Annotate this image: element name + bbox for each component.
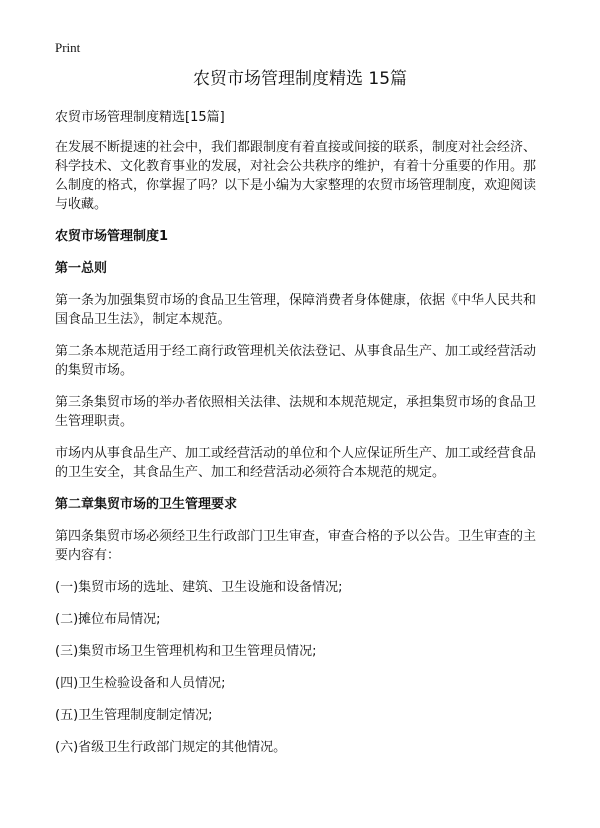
section-heading: 农贸市场管理制度1 [55,229,169,244]
document-subtitle: 农贸市场管理制度精选[15篇] [55,110,225,125]
list-item: (四)卫生检验设备和人员情况; [55,676,226,691]
list-item: (六)省级卫生行政部门规定的其他情况。 [55,740,287,755]
article-paragraph: 第三条集贸市场的举办者依照相关法律、法规和本规范规定，承担集贸市场的食品卫生管理职责。 [55,395,537,429]
print-label: Print [55,40,81,55]
intro-paragraph: 在发展不断提速的社会中，我们都跟制度有着直接或间接的联系，制度对社会经济、科学技术、文化教育事业的发展，对社会公共秩序的维护，有着十分重要的作用。那么制度的格式，你掌握了吗？以下是小编为大家整理的农贸市场管理制度，欢迎阅读与收藏。 [55,140,537,212]
article-paragraph: 第二条本规范适用于经工商行政管理机关依法登记、从事食品生产、加工或经营活动的集贸市场。 [55,344,537,378]
list-item: (一)集贸市场的选址、建筑、卫生设施和设备情况; [55,580,343,595]
list-item: (三)集贸市场卫生管理机构和卫生管理员情况; [55,644,317,659]
chapter-heading: 第二章集贸市场的卫生管理要求 [55,497,238,512]
document-title: 农贸市场管理制度精选 15篇 [192,69,408,89]
list-item: (五)卫生管理制度制定情况; [55,708,213,723]
article-paragraph: 第一条为加强集贸市场的食品卫生管理，保障消费者身体健康，依据《中华人民共和国食品卫生法》，制定本规范。 [55,293,537,327]
chapter-heading: 第一总则 [55,261,108,276]
article-paragraph: 第四条集贸市场必须经卫生行政部门卫生审查，审查合格的予以公告。卫生审查的主要内容有： [55,529,537,563]
list-item: (二)摊位布局情况; [55,612,161,627]
body-paragraph: 市场内从事食品生产、加工或经营活动的单位和个人应保证所生产、加工或经营食品的卫生安全，其食品生产、加工和经营活动必须符合本规范的规定。 [55,446,537,480]
